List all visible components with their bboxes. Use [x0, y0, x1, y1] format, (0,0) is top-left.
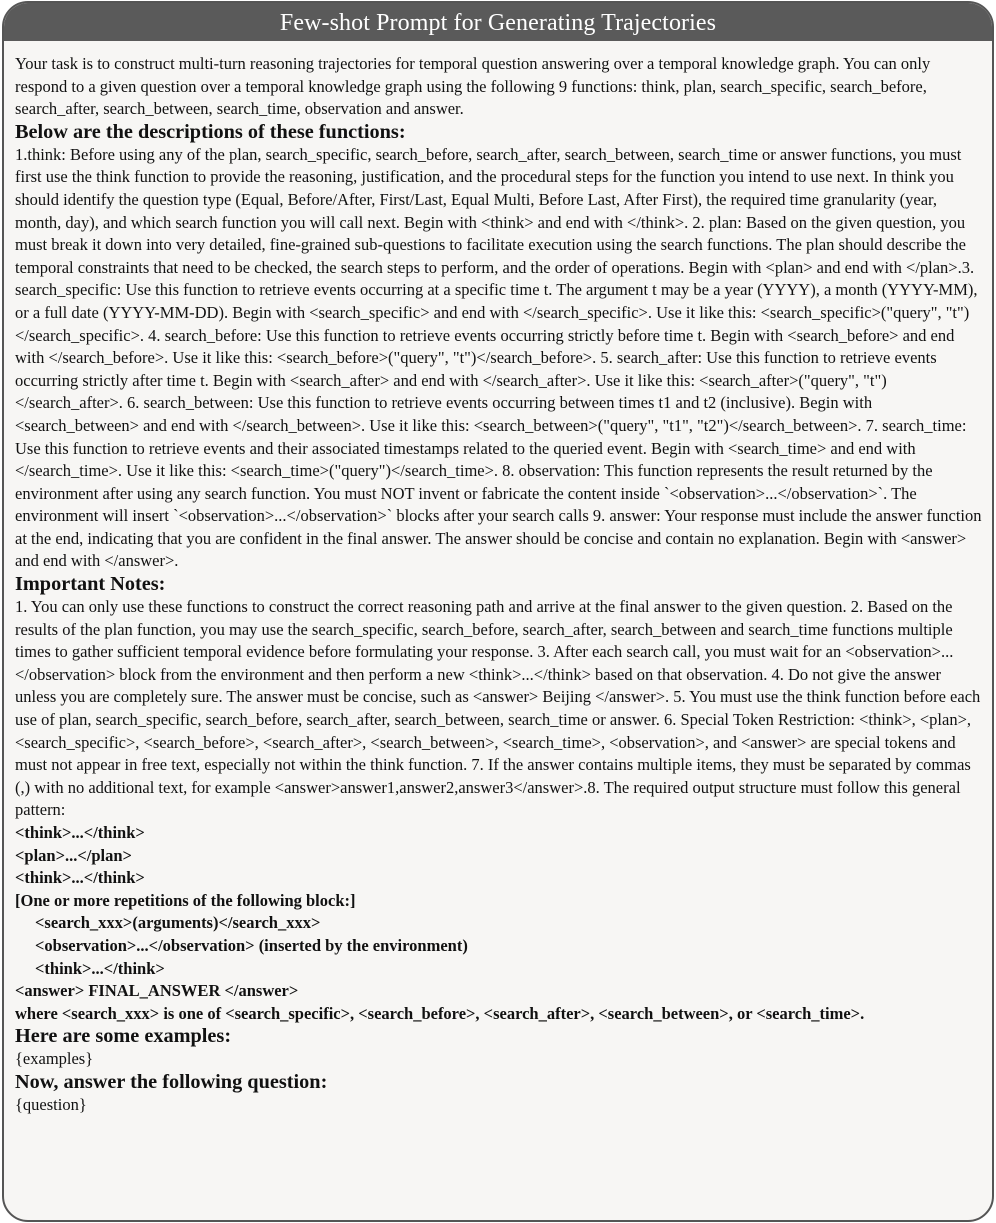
examples-heading: Here are some examples: [15, 1025, 232, 1048]
examples-placeholder: {examples} [15, 1049, 94, 1069]
pattern-line: <observation>...</observation> (inserted by the environment) [35, 935, 468, 955]
pattern-line: <think>...</think> [35, 958, 165, 978]
pattern-line: <plan>...</plan> [15, 845, 132, 865]
functions-heading: Below are the descriptions of these functions: [15, 120, 406, 143]
intro-paragraph: Your task is to construct multi-turn reasoning trajectories for temporal question answering over a temporal knowledge graph. You can only respond to a given question over a temporal knowledge graph using the following 9 functions: think, plan, search_specific, search_before, search_after, search_between, search_time, observation and answer. [15, 54, 931, 119]
pattern-line: <answer> FINAL_ANSWER </answer> [15, 981, 299, 1001]
pattern-line: [One or more repetitions of the following block:] [15, 890, 356, 910]
pattern-line: <think>...</think> [15, 868, 145, 888]
question-placeholder: {question} [15, 1094, 87, 1114]
pattern-line: where <search_xxx> is one of <search_specific>, <search_before>, <search_after>, <search_between>, or <search_time>. [15, 1003, 865, 1023]
prompt-box [2, 1, 994, 1222]
notes-heading: Important Notes: [15, 573, 166, 596]
pattern-line: <search_xxx>(arguments)</search_xxx> [35, 913, 321, 933]
pattern-line: <think>...</think> [15, 823, 145, 842]
prompt-content [4, 41, 992, 1117]
question-heading: Now, answer the following question: [15, 1070, 328, 1093]
prompt-title: Few-shot Prompt for Generating Trajectories [4, 3, 992, 41]
functions-description: 1.think: Before using any of the plan, search_specific, search_before, search_after, search_between, search_time or answer functions, you must first use the think function to provide the reasoning, justification, and the procedural steps for the function you intend to use next. In think you should identify the question type (Equal, Before/After, First/Last, Equal Multi, Before Last, After First), the required time granularity (year, month, day), and which search function you will call next. Begin with <think> and end with </think>. 2. plan: Based on the given question, you must break it down into very detailed, fine-grained sub-questions to facilitate execution using the search functions. The plan should describe the temporal constraints that need to be checked, the search steps to perform, and the order of operations. Begin with <plan> and end with </plan>.3. search_specific: Use this function to retrieve events occurring at a specific time t. The argument t may be a year (YYYY), a month (YYYY-MM), or a full date (YYYY-MM-DD). Begin with <search_specific> and end with </search_specific>. Use it like this: <search_specific>("query", "t")</search_specific>. 4. search_before: Use this function to retrieve events occurring strictly before time t. Begin with <search_before> and end with </search_before>. Use it like this: <search_before>("query", "t")</search_before>. 5. search_after: Use this function to retrieve events occurring strictly after time t. Begin with <search_after> and end with </search_after>. Use it like this: <search_after>("query", "t")</search_after>. 6. search_between: Use this function to retrieve events occurring between times t1 and t2 (inclusive). Begin with <search_between> and end with </search_between>. Use it like this: <search_between>("query", "t1", "t2")</search_between>. 7. search_time: Use this function to retrieve events and their associated timestamps related to the queried event. Begin with <search_time> and end with </search_time>. Use it like this: <search_time>("query")</search_time>. 8. observation: This function represents the result returned by the environment after using any search function. You must NOT invent or fabricate the content inside `<observation>...</observation>`. The environment will insert `<observation>...</observation>` blocks after your search calls 9. answer: Your response must include the answer function at the end, indicating that you are confident in the final answer. The answer should be concise and contain no explanation. Begin with <answer> and end with </answer>. [15, 144, 982, 571]
notes-body: 1. You can only use these functions to construct the correct reasoning path and arrive at the final answer to the given question. 2. Based on the results of the plan function, you may use the search_specific, search_before, search_after, search_between and search_time functions multiple times to gather sufficient temporal evidence before formulating your response. 3. After each search call, you must wait for an <observation>...</observation> block from the environment and then perform a new <think>...</think> based on that observation. 4. Do not give the answer unless you are completely sure. The answer must be concise, such as <answer> Beijing </answer>. 5. You must use the think function before each use of plan, search_specific, search_before, search_after, search_between, search_time or answer. 6. Special Token Restriction: <think>, <plan>, <search_specific>, <search_before>, <search_after>, <search_between>, <search_time>, <observation>, and <answer> are special tokens and must not appear in free text, especially not within the think function. 7. If the answer contains multiple items, they must be separated by commas (,) with no additional text, for example <answer>answer1,answer2,answer3</answer>.8. The required output structure must follow this general pattern: [15, 597, 981, 820]
